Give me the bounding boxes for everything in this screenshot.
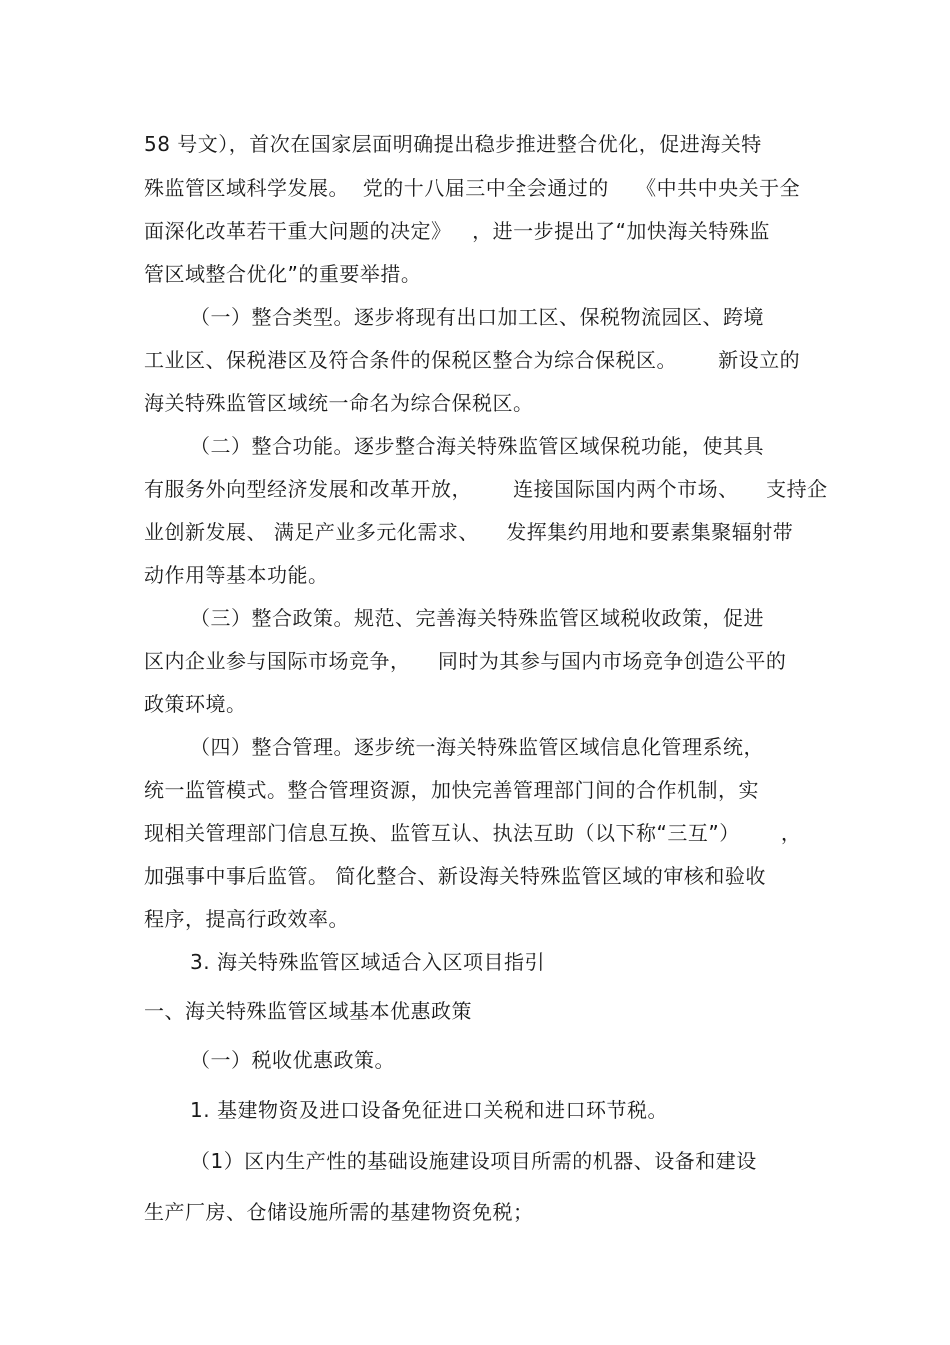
section-heading: 3. 海关特殊监管区域适合入区项目指引 [190, 950, 545, 974]
paragraph-line: 政策环境。 [144, 692, 247, 716]
numbered-item: 1. 基建物资及进口设备免征进口关税和进口环节税。 [190, 1098, 668, 1122]
paragraph-line: 程序，提高行政效率。 [144, 907, 349, 931]
paragraph-line: 现相关管理部门信息互换、监管互认、执法互助（以下称“三互”） ， [144, 821, 802, 845]
paragraph-line: （一）整合类型。逐步将现有出口加工区、保税物流园区、跨境 [190, 305, 764, 329]
paragraph-line: （1）区内生产性的基础设施建设项目所需的机器、设备和建设 [190, 1149, 757, 1173]
paragraph-line: 动作用等基本功能。 [144, 563, 329, 587]
paragraph-line: 海关特殊监管区域统一命名为综合保税区。 [144, 391, 534, 415]
subsection-heading: （一）税收优惠政策。 [190, 1048, 395, 1072]
paragraph-line: 加强事中事后监管。 简化整合、新设海关特殊监管区域的审核和验收 [144, 864, 766, 888]
paragraph-line: （三）整合政策。规范、完善海关特殊监管区域税收政策，促进 [190, 606, 764, 630]
paragraph-line: 统一监管模式。整合管理资源，加快完善管理部门间的合作机制，实 [144, 778, 759, 802]
section-heading: 一、海关特殊监管区域基本优惠政策 [144, 999, 472, 1023]
paragraph-line: 生产厂房、仓储设施所需的基建物资免税； [144, 1200, 534, 1224]
paragraph-line: （四）整合管理。逐步统一海关特殊监管区域信息化管理系统， [190, 735, 764, 759]
paragraph-line: 殊监管区域科学发展。 党的十八届三中全会通过的 《中共中央关于全 [144, 176, 801, 200]
paragraph-line: 工业区、保税港区及符合条件的保税区整合为综合保税区。 新设立的 [144, 348, 801, 372]
paragraph-line: 面深化改革若干重大问题的决定》 ，进一步提出了“加快海关特殊监 [144, 219, 770, 243]
paragraph-line: 58 号文），首次在国家层面明确提出稳步推进整合优化，促进海关特 [144, 132, 762, 156]
paragraph-line: 区内企业参与国际市场竞争， 同时为其参与国内市场竞争创造公平的 [144, 649, 787, 673]
paragraph-line: 管区域整合优化”的重要举措。 [144, 262, 422, 286]
paragraph-line: （二）整合功能。逐步整合海关特殊监管区域保税功能，使其具 [190, 434, 764, 458]
paragraph-line: 有服务外向型经济发展和改革开放， 连接国际国内两个市场、 支持企 [144, 477, 828, 501]
paragraph-line: 业创新发展、 满足产业多元化需求、 发挥集约用地和要素集聚辐射带 [144, 520, 794, 544]
